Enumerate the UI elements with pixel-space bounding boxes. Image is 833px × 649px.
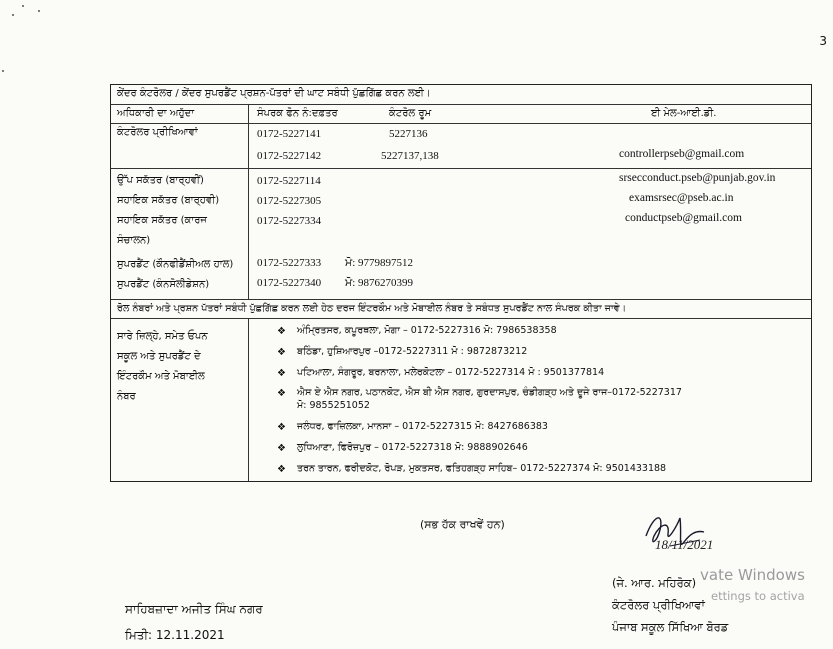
bullet-diamond-icon: ❖: [277, 463, 286, 475]
col-phone-header: ਸੰਪਰਕ ਫੋਨ ਨੰ:ਦਫ਼ਤਰ: [257, 107, 338, 119]
officer-phone-2: 0172-5227305: [257, 195, 322, 207]
scan-speck: [22, 5, 24, 7]
officer-mobile-5: ਮੋ: 9876270399: [345, 277, 414, 289]
officer-mobile-4: ਮੋ: 9779897512: [345, 257, 414, 269]
officer-phone-1: 0172-5227114: [257, 175, 321, 187]
signature-date: 18/11/2021: [655, 537, 714, 552]
districts-label-4: ਨੰਬਰ: [117, 390, 136, 402]
table-title-row: [111, 85, 811, 105]
districts-label-2: ਸਕੂਲ ਅਤੇ ਸੁਪਰਡੈਂਟ ਦੇ: [117, 350, 201, 362]
signatory-board: ਪੰਜਾਬ ਸਕੂਲ ਸਿੱਖਿਆ ਬੋਰਡ: [612, 620, 729, 634]
controller-title: ਕੰਟਰੋਲਰ ਪ੍ਰੀਖਿਆਵਾਂ: [111, 124, 249, 168]
activation-watermark-line-2: ettings to activa: [711, 589, 805, 603]
districts-label-1: ਸਾਰੇ ਜ਼ਿਲ੍ਹੇ, ਸਮੇਤ ਓਪਨ: [117, 330, 208, 342]
place-name: ਸਾਹਿਬਜ਼ਾਦਾ ਅਜੀਤ ਸਿੰਘ ਨਗਰ: [125, 602, 263, 616]
bullet-diamond-icon: ❖: [277, 442, 286, 454]
list-item: ❖ ਲੁਧਿਆਣਾ, ਫਿਰੋਜ਼ਪੁਰ – 0172-5227318 ਮੋ: 9888902646: [277, 441, 528, 454]
scan-speck: [2, 70, 4, 72]
officer-phone-3: 0172-5227334: [257, 215, 322, 227]
bullet-diamond-icon: ❖: [277, 367, 286, 379]
bullet-diamond-icon: ❖: [277, 422, 286, 434]
controller-control-1: 5227136: [389, 128, 428, 140]
districts-list: [249, 319, 811, 482]
list-item: ❖ ਬਠਿੰਡਾ, ਹੁਸ਼ਿਆਰਪੁਰ –0172-5227311 ਮੋ : 9872873212: [277, 345, 528, 358]
controller-email: controllerpseb@gmail.com: [619, 148, 745, 160]
note-text: ਰੋਲ ਨੰਬਰਾਂ ਅਤੇ ਪ੍ਰਸ਼ਨ ਪੱਤਰਾਂ ਸਬੰਧੀ ਪੁੱਛਗਿੱਛ ਕਰਨ ਲਈ ਹੇਠ ਦਰਜ ਇੰਟਰਕੌਮ ਅਤੇ ਮੋਬਾਈਲ ਨੰਬਰ ਤੇ ਸਬੰਧਤ ਸੁਪਰਡੈਂਟ ਨਾਲ ਸੰਪਰਕ ਕੀਤਾ ਜਾਵੇ।: [117, 303, 627, 314]
bullet-diamond-icon: ❖: [277, 388, 286, 400]
list-item: ❖ ਐਸ ਏ ਐਸ ਨਗਰ, ਪਠਾਨਕੋਟ, ਐਸ ਬੀ ਐਸ ਨਗਰ, ਗੁਰਦਾਸਪੁਰ, ਚੰਡੀਗੜ੍ਹ ਅਤੇ ਦੂਜੇ ਰਾਜ–0172-5227317 ਮੋ: 9855251052: [277, 387, 682, 412]
officer-title-5: ਸੁਪਰਡੈਂਟ (ਕੰਨਸੋਲੀਡੇਸ਼ਨ): [117, 278, 210, 290]
list-item: ❖ ਜਲੰਧਰ, ਫਾਜ਼ਿਲਕਾ, ਮਾਨਸਾ – 0172-5227315 ਮੋ: 8427686383: [277, 421, 548, 434]
controller-phone-1: 0172-5227141: [257, 128, 322, 140]
district-4-mobile: ਮੋ: 9855251052: [297, 400, 370, 412]
officer-title-1: ਉੱਪ ਸਕੱਤਰ (ਬਾਰ੍ਹਵੀਂ): [117, 174, 204, 186]
place-date-block: [125, 596, 263, 648]
list-item: ❖ ਤਰਨ ਤਾਰਨ, ਫਰੀਦਕੋਟ, ਰੋਪੜ, ਮੁਕਤਸਰ, ਫਤਿਹਗੜ੍ਹ ਸਾਹਿਬ– 0172-5227374 ਮੋ: 9501433188: [277, 462, 667, 475]
col-officer-header: ਅਧਿਕਾਰੀ ਦਾ ਅਹੁੱਦਾ: [111, 105, 249, 124]
bullet-diamond-icon: ❖: [277, 346, 286, 358]
table-title: ਕੇਂਦਰ ਕੰਟਰੋਲਰ / ਕੇਂਦਰ ਸੁਪਰਡੈਂਟ ਪ੍ਰਸ਼ਨ-ਪੱਤਰਾਂ ਦੀ ਘਾਟ ਸਬੰਧੀ ਪੁੱਛਗਿੱਛ ਕਰਨ ਲਈ।: [117, 88, 431, 99]
officers-row: [111, 169, 811, 300]
activation-watermark-line-1: vate Windows: [700, 566, 805, 584]
list-item: ❖ ਅੰਮ੍ਰਿਤਸਰ, ਕਪੂਰਥਲਾ, ਮੋਗਾ – 0172-5227316 ਮੋ: 7986538358: [277, 324, 557, 337]
issue-date: ਮਿਤੀ: 12.11.2021: [125, 628, 225, 642]
officer-email-3: conductpseb@gmail.com: [625, 212, 742, 224]
scan-speck: [38, 10, 40, 12]
col-email-header: ਈ ਮੇਲ-ਆਈ.ਡੀ.: [651, 107, 717, 119]
officer-email-1: srsecconduct.pseb@punjab.gov.in: [619, 172, 776, 184]
officer-phone-5: 0172-5227340: [257, 277, 322, 289]
officer-title-3a: ਸਹਾਇਕ ਸਕੱਤਰ (ਕਾਰਜ: [117, 214, 207, 226]
signatory-designation: ਕੰਟਰੋਲਰ ਪ੍ਰੀਖਿਆਵਾਂ: [612, 598, 705, 612]
districts-label-3: ਇੰਟਰਕੌਮ ਅਤੇ ਮੋਬਾਈਲ: [117, 370, 205, 382]
rights-reserved: (ਸਭ ਹੱਕ ਰਾਖਵੇਂ ਹਨ): [420, 518, 505, 531]
controller-phone-2: 0172-5227142: [257, 150, 322, 162]
officer-title-2: ਸਹਾਇਕ ਸਕੱਤਰ (ਬਾਰ੍ਹਵੀ): [117, 194, 220, 206]
page-number: 3: [819, 34, 827, 48]
officer-title-3b: ਸੰਚਾਲਨ): [117, 234, 151, 246]
note-row: [111, 300, 811, 319]
list-item: ❖ ਪਟਿਆਲਾ, ਸੰਗਰੂਰ, ਬਰਨਾਲਾ, ਮਲੇਰਕੋਟਲਾ – 0172-5227314 ਮੋ : 9501377814: [277, 366, 605, 379]
signatory-name: (ਜੇ. ਆਰ. ਮਹਿਰੋਕ): [612, 576, 697, 590]
controller-row: [111, 124, 811, 169]
officer-email-2: examsrsec@pseb.ac.in: [629, 192, 734, 204]
scan-speck: [12, 14, 14, 16]
contact-table: [110, 84, 812, 482]
column-header-row: [111, 105, 811, 125]
officer-phone-4: 0172-5227333: [257, 257, 322, 269]
controller-control-2: 5227137,138: [381, 150, 439, 162]
col-control-header: ਕੰਟਰੋਲ ਰੂਮ: [389, 107, 432, 119]
districts-row: [111, 319, 811, 482]
bullet-diamond-icon: ❖: [277, 325, 286, 337]
officer-title-4: ਸੁਪਰਡੈਂਟ (ਕੌਨਫੀਡੈਂਸ਼ੀਅਲ ਹਾਲ): [117, 258, 234, 270]
